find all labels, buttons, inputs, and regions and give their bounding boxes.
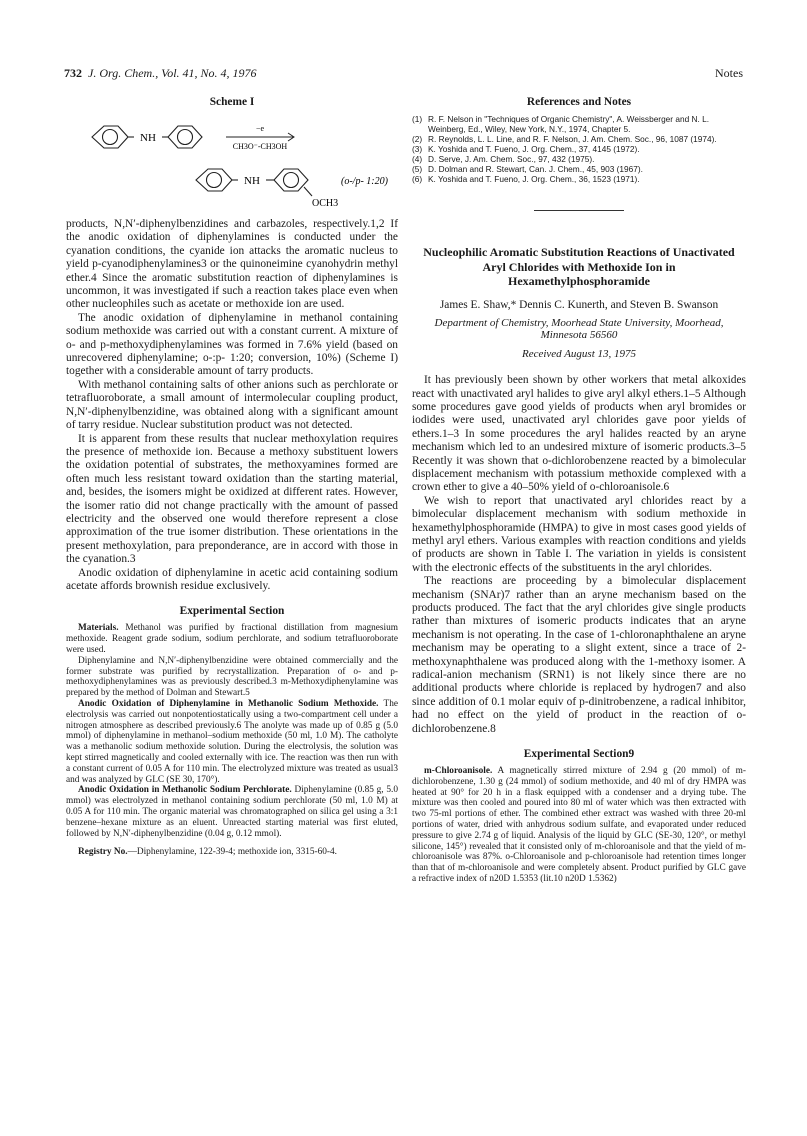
registry-heading: Registry No. [78, 847, 128, 858]
exp-subheading: Materials. [78, 623, 119, 634]
exp-paragraph [66, 699, 398, 785]
nh-label-product: NH [244, 175, 260, 187]
exp-subheading: Anodic Oxidation of Diphenylamine in Methanolic Sodium Methoxide. [78, 698, 379, 709]
experimental-section-right [412, 766, 746, 885]
reference-item: (6) K. Yoshida and T. Fueno, J. Org. Chem., 36, 1523 (1971). [412, 174, 640, 184]
right-body [412, 374, 746, 736]
nh-label-top: NH [140, 132, 156, 144]
reference-item: (4) D. Serve, J. Am. Chem. Soc., 97, 432 (1975). [412, 154, 595, 164]
affiliation: Department of Chemistry, Moorhead State University, Moorhead, Minnesota 56560 [434, 316, 724, 342]
paragraph: We wish to report that unactivated aryl chlorides react by a bimolecular displacement mechanism with sodium methoxide in hexamethylphosphoramide (HMPA) to give in most cases good yields of methyl aryl ethers. Various examples with reaction conditions and yields of products are shown in Table I. The variation in yields is consistent with the electronic effects of the substituents in the aryl chlorides. [412, 494, 746, 574]
experimental-section-left [66, 623, 398, 858]
section-label: Notes [715, 66, 743, 80]
registry-numbers [66, 847, 398, 858]
exp-text: A magnetically stirred mixture of 2.94 g (20 mmol) of m-dichlorobenzene, 1.30 g (24 mmol) of sodium methoxide, and 40 ml of dry HMPA was heated at 90° for 20 h in a flask equipped with a condenser and a drying tube. The mixture was then cooled and poured into 80 ml of water which was then extracted with two 75-ml portions of ether. The combined ether extract was washed with three 20-ml portions of water, dried with anhydrous sodium sulfate, and evaporated under reduced pressure to give 2.74 g of liquid. Analysis of the liquid by GLC (SE-30, 120°, or methyl silicone, 145°) revealed that it consisted only of m-chloroanisole and that the yield of m-chloroanisole was 87%. o-Chloroanisole and p-chloroanisole had retention times longer than that of m-chloroanisole and were completely absent. Product purified by GLC gave a refractive index of n20D 1.5353 (lit.10 n20D 1.5362) [412, 766, 746, 885]
arrow-top-label: −e [255, 124, 265, 133]
exp-subheading: Anodic Oxidation in Methanolic Sodium Perchlorate. [78, 785, 292, 796]
reference-item: (1) R. F. Nelson in "Techniques of Organic Chemistry", A. Weissberger and N. L. Weinberg, Ed., Wiley, New York, N.Y., 1974, Chapter 5. [412, 114, 710, 134]
received-date: Received August 13, 1975 [521, 348, 637, 361]
article-divider [534, 210, 624, 211]
reference-item: (3) K. Yoshida and T. Fueno, J. Org. Chem., 37, 4145 (1972). [412, 144, 640, 154]
reaction-scheme-drawing [66, 96, 398, 218]
exp-paragraph [412, 766, 746, 885]
exp-paragraph: Diphenylamine and N,N′-diphenylbenzidine were obtained commercially and the former substrate was purified by recrystallization. Preparation of o- and p-methoxydiphenylamines was as previously described.3 m-Methoxydiphenylamine was prepared by the method of Dolman and Stewart.5 [66, 655, 398, 699]
right-column [412, 96, 746, 885]
reference-item: (2) R. Reynolds, L. L. Line, and R. F. Nelson, J. Am. Chem. Soc., 96, 1087 (1974). [412, 134, 717, 144]
paragraph: The anodic oxidation of diphenylamine in methanol containing sodium methoxide was carried out with a constant current. A mixture of o- and p-methoxydiphenylamines was formed in 7.6% yield (based on unrecovered diphenylamine; o-:p- 1:20; conversion, 10%) (Scheme I) together with a considerable amount of tarry products. [66, 311, 398, 378]
left-column [66, 96, 398, 858]
paragraph: Anodic oxidation of diphenylamine in acetic acid containing sodium acetate affords brownish residue exclusively. [66, 566, 398, 592]
exp-subheading: m-Chloroanisole. [424, 766, 493, 777]
scheme-figure [66, 96, 398, 218]
paragraph: It is apparent from these results that nuclear methoxylation requires the presence of methoxide ion. Because a methoxy substituent lowers the oxidation potential of substrates, the methoxyamines formed are often much less resistant toward oxidation than the starting material, and, besides, the isomers might be oxidized at different rates. However, the isomer ratio did not change practically with the amount of passed electricity and the observed one would therefore represent a close approximation of the true isomer distribution. These orientations in the present methoxylation, para preponderance, are in accord with those in the cyanation.3 [66, 432, 398, 566]
reference-item: (5) D. Dolman and R. Stewart, Can. J. Chem., 45, 903 (1967). [412, 164, 643, 174]
left-body [66, 218, 398, 593]
journal-citation: J. Org. Chem., Vol. 41, No. 4, 1976 [88, 66, 257, 80]
paragraph: products, N,N′-diphenylbenzidines and carbazoles, respectively.1,2 If the anodic oxidation of diphenylamines is conducted under the cyanation conditions, the cyanide ion attacks the aromatic nucleus to yield p-cyanodiphenylamines3 or the quinoneimine cyanohydrin methyl ether.4 Since the aromatic substitution reaction of diphenylamines is uncommon, it was investigated if such a reaction takes place even when other nucleophiles such as acetate or methoxide ion are used. [66, 218, 398, 311]
isomer-ratio-label: (o-/p- 1:20) [341, 176, 388, 187]
experimental-heading-right: Experimental Section9 [523, 748, 635, 761]
exp-text: The electrolysis was carried out nonpotentiostatically using a two-compartment cell under a nitrogen atmosphere as described previously.6 The anolyte was made up of 0.85 g (5.0 mmol) of diphenylamine in methanol–sodium methoxide (50 ml, 1.0 M). The catholyte was a methanolic sodium methoxide solution. During the electrolysis, the solution was kept stirred magnetically and cooled externally with ice. The reaction was then run with a constant current of 0.05 A for 110 min. The electrolyzed mixture was treated as usual3 and was analyzed by GLC (SE 30, 170°). [66, 698, 398, 785]
page-number: 732 [64, 66, 82, 80]
references-heading: References and Notes [526, 96, 632, 108]
running-head [64, 66, 743, 82]
reference-list [412, 114, 746, 184]
exp-paragraph [66, 785, 398, 839]
authors: James E. Shaw,* Dennis C. Kunerth, and Steven B. Swanson [439, 298, 719, 311]
arrow-bottom-label: CH3O⁻-CH3OH [232, 142, 288, 151]
article-title: Nucleophilic Aromatic Substitution Reactions of Unactivated Aryl Chlorides with Methoxide Ion in Hexamethylphosphoramide [423, 245, 735, 288]
page-citation [64, 66, 257, 81]
experimental-heading: Experimental Section [179, 605, 285, 618]
reaction-arrow [226, 133, 294, 141]
exp-text: Diphenylamine (0.85 g, 5.0 mmol) was electrolyzed in methanol containing sodium perchlorate (50 ml, 1.0 M) at 0.05 A for 110 min. The organic material was chromatographed on silica gel using a 3:1 benzene–hexane mixture as an eluent. Unreacted starting material was first eluted, followed by N,N′-diphenylbenzidine (0.04 g, 0.12 mmol). [66, 785, 398, 839]
registry-text: —Diphenylamine, 122-39-4; methoxide ion, 3315-60-4. [127, 847, 337, 858]
exp-paragraph [66, 623, 398, 655]
scheme-title: Scheme I [209, 96, 255, 108]
paragraph: With methanol containing salts of other anions such as perchlorate or tetrafluoroborate, a small amount of intermolecular coupling product, N,N′-diphenylbenzidine, was obtained along with a significant amount of tarry residue. Nuclear substitution product was not detected. [66, 378, 398, 432]
exp-text: Methanol was purified by fractional distillation from magnesium methoxide. Reagent grade sodium, sodium perchlorate, and sodium tetrafluoroborate were used. [66, 623, 398, 655]
paragraph: It has previously been shown by other workers that metal alkoxides react with unactivated aryl halides to give aryl alkyl ethers.1–5 Although some procedures gave good yields of products when aryl bromides or iodides were used, unactivated aryl chlorides gave poor yields of ethers.1–3 In some procedures the aryl halides reacted by an aryne mechanism which led to an undesired mixture of isomeric products.3–5 Recently it was shown that o-dichlorobenzene reacted by a bimolecular displacement mechanism with potassium methoxide complexed with a crown ether to give a 40–50% yield of o-chloroanisole.6 [412, 374, 746, 494]
paragraph: The reactions are proceeding by a bimolecular displacement mechanism (SNAr)7 rather than an aryne mechanism based on the products produced. The fact that the aryl chlorides give single products rather than mixtures of isomeric products indicates that an aryne mechanism is not operating. In the case of 1-chloronaphthalene an aryne mechanism may be operating to a slight extent, since a trace of 2-methoxynaphthalene was produced along with the 1-methoxy isomer. A radical-anion mechanism (SRN1) is not likely since there are no additional products where chloride is replaced by hydrogen7 and also since addition of 0.1 molar equiv of p-dinitrobenzene, a radical inhibitor, had no effect on the yield of product in the reaction of o-dichlorobenzene.8 [412, 575, 746, 735]
och3-label: OCH3 [312, 198, 339, 209]
